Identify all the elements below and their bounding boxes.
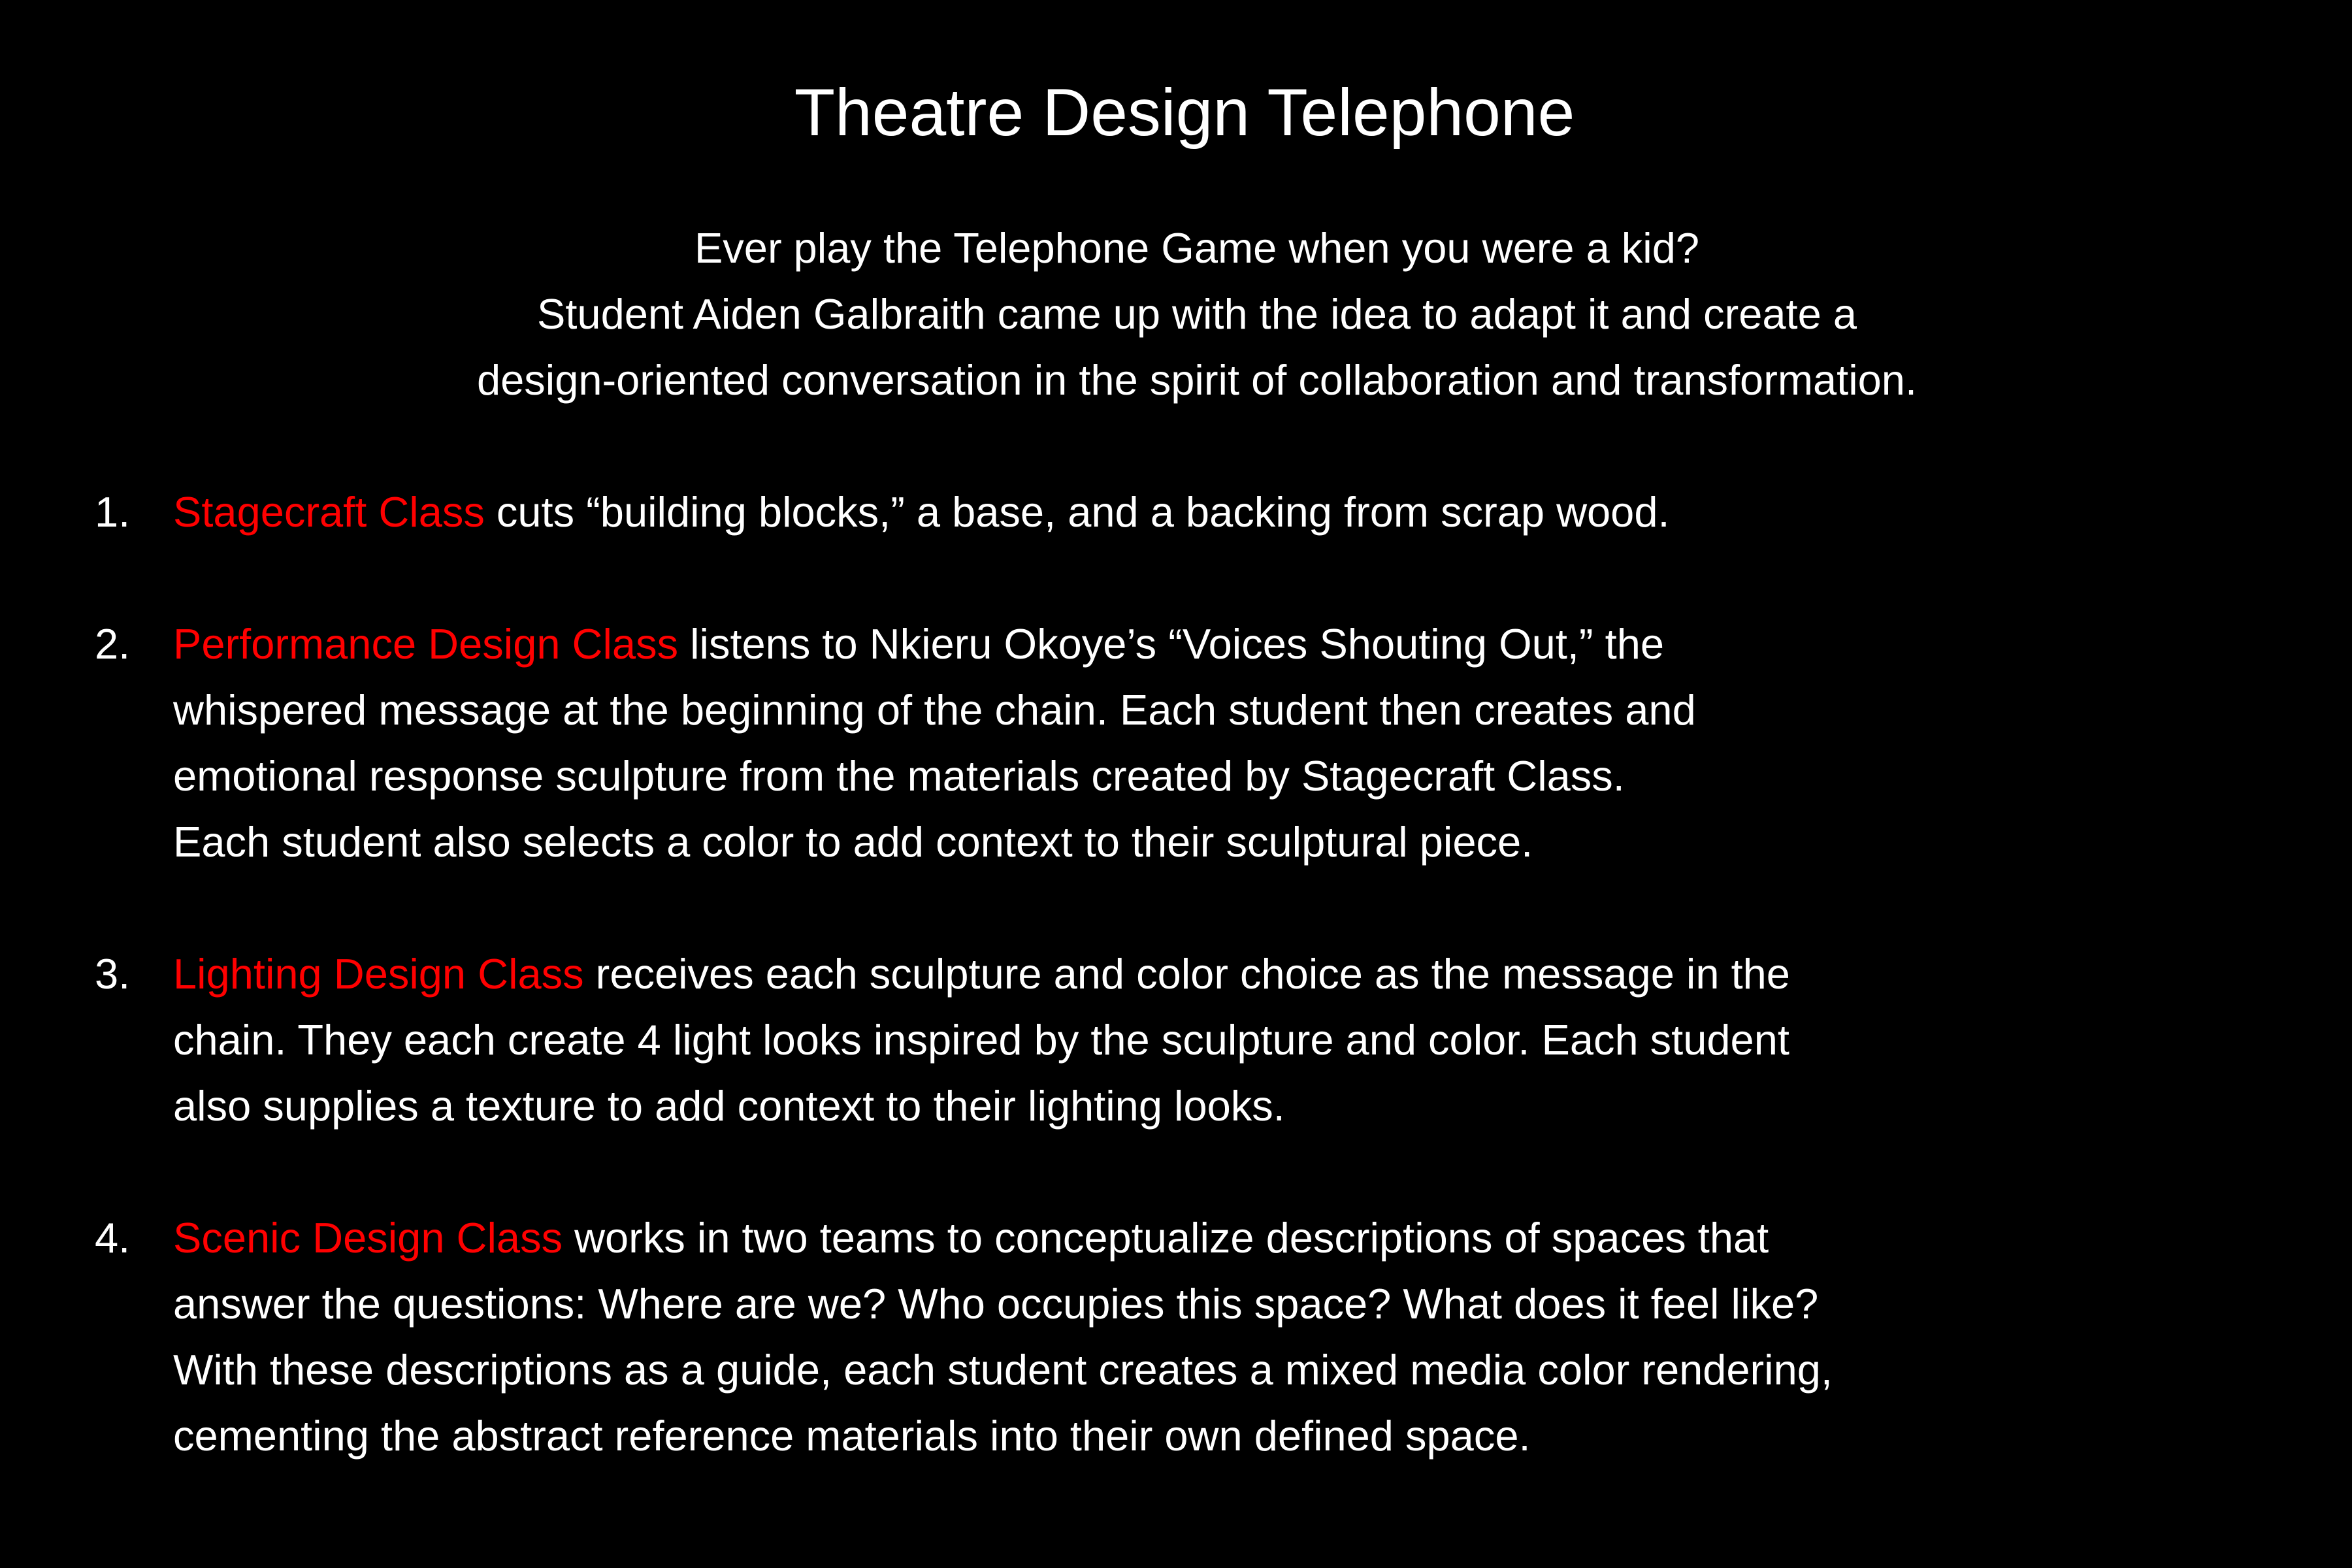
step-line — [173, 479, 2326, 545]
list-item-number: 3. — [95, 950, 131, 998]
class-name-highlight: Stagecraft Class — [173, 488, 485, 536]
intro-paragraph — [0, 215, 2352, 413]
step-line-text: cuts “building blocks,” a base, and a backing from scrap wood. — [496, 488, 1670, 536]
step-line: whispered message at the beginning of the chain. Each student then creates and — [173, 686, 1696, 734]
step-line-text: listens to Nkieru Okoye’s “Voices Shouting Out,” the — [690, 620, 1664, 668]
slide-title: Theatre Design Telephone — [794, 75, 1575, 150]
list-item-text — [173, 1205, 2326, 1469]
class-name-highlight: Lighting Design Class — [173, 950, 584, 998]
step-line: With these descriptions as a guide, each student creates a mixed media color rendering, — [173, 1346, 1833, 1394]
step-line: cementing the abstract reference materials into their own defined space. — [173, 1412, 1531, 1460]
list-item-number: 2. — [95, 620, 131, 668]
step-line: Each student also selects a color to add context to their sculptural piece. — [173, 818, 1533, 866]
steps-list — [0, 479, 2352, 1469]
list-item-number: 1. — [95, 488, 131, 536]
class-name-highlight: Performance Design Class — [173, 620, 679, 668]
step-line-text: receives each sculpture and color choice as the message in the — [595, 950, 1790, 998]
list-item-text — [173, 941, 2326, 1139]
step-line: chain. They each create 4 light looks inspired by the sculpture and color. Each student — [173, 1016, 1789, 1064]
step-line: answer the questions: Where are we? Who occupies this space? What does it feel like? — [173, 1280, 1819, 1328]
class-name-highlight: Scenic Design Class — [173, 1214, 563, 1262]
list-item-text — [173, 479, 2326, 545]
intro-line: Student Aiden Galbraith came up with the idea to adapt it and create a — [537, 290, 1857, 338]
list-item — [95, 1205, 2326, 1469]
intro-line: design-oriented conversation in the spirit of collaboration and transformation. — [476, 356, 1918, 404]
list-item — [95, 611, 2326, 875]
list-item-text — [173, 611, 2326, 875]
step-line — [173, 941, 2326, 1007]
step-line-text: works in two teams to conceptualize descriptions of spaces that — [574, 1214, 1769, 1262]
step-line — [173, 1205, 2326, 1271]
step-line: also supplies a texture to add context to their lighting looks. — [173, 1082, 1285, 1130]
step-line — [173, 611, 2326, 677]
list-item-number: 4. — [95, 1214, 131, 1262]
step-line: emotional response sculpture from the materials created by Stagecraft Class. — [173, 752, 1625, 800]
list-item — [95, 941, 2326, 1139]
intro-line: Ever play the Telephone Game when you were a kid? — [694, 224, 1700, 272]
list-item — [95, 479, 2326, 545]
